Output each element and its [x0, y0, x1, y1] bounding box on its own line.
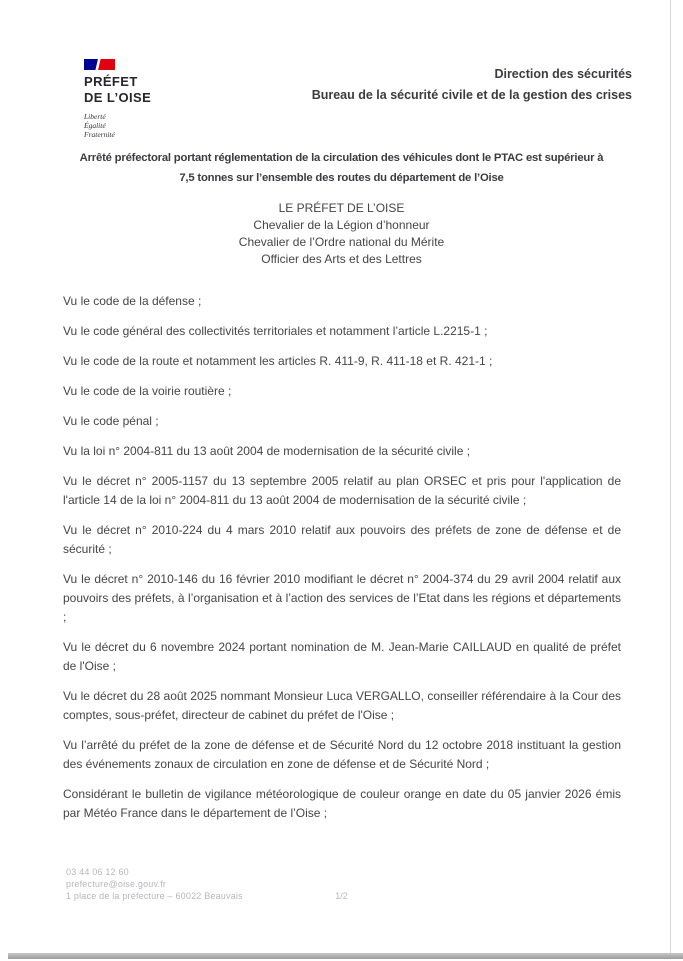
page-number: 1/2	[335, 891, 348, 901]
department-header-line2: Bureau de la sécurité civile et de la gestion des crises	[311, 88, 632, 102]
body-paragraph: Vu le décret du 6 novembre 2024 portant nomination de M. Jean-Marie CAILLAUD en qualité de préfet de l'Oise ;	[63, 640, 621, 673]
document-title-line1: Arrêté préfectoral portant réglementation de la circulation des véhicules dont le PTAC est supérieur à	[79, 152, 604, 164]
body-paragraph: Vu le code pénal ;	[63, 414, 159, 428]
body-paragraph: Vu le décret du 28 août 2025 nommant Monsieur Luca VERGALLO, conseiller référendaire à la Cour des comptes, sous-préfet, directeur de cabinet du préfet de l'Oise ;	[63, 689, 621, 722]
body-paragraph: Vu la loi n° 2004-811 du 13 août 2004 de modernisation de la sécurité civile ;	[63, 444, 471, 458]
body-paragraph: Vu le décret n° 2010-224 du 4 mars 2010 relatif aux pouvoirs des préfets de zone de défense et de sécurité ;	[63, 523, 621, 556]
authority-line-prefet: LE PRÉFET DE L’OISE	[278, 201, 405, 215]
footer-address: 1 place de la préfecture – 60022 Beauvais	[66, 891, 243, 901]
page-bottom-shadow	[8, 953, 683, 959]
logo-motto	[84, 112, 151, 139]
body-paragraph: Considérant le bulletin de vigilance météorologique de couleur orange en date du 05 janvier 2026 émis par Météo France dans le département de l’Oise ;	[63, 787, 621, 820]
body-paragraph: Vu le code de la défense ;	[63, 294, 202, 308]
prefet-logo	[84, 59, 151, 139]
body-paragraph: Vu l’arrêté du préfet de la zone de défense et de Sécurité Nord du 12 octobre 2018 instituant la gestion des événements zonaux de circulation en zone de défense et de Sécurité Nord ;	[63, 738, 621, 771]
body-paragraph: Vu le décret n° 2005-1157 du 13 septembre 2005 relatif au plan ORSEC et pris pour l'application de l'article 14 de la loi n° 2004-811 du 13 août 2004 de modernisation de la sécurité civile ;	[63, 474, 621, 507]
french-flag-icon	[84, 59, 115, 70]
document-title	[63, 148, 620, 188]
motto-fraternite: Fraternité	[84, 130, 115, 139]
footer-phone: 03 44 06 12 60	[66, 867, 129, 877]
body-paragraph: Vu le code de la route et notamment les articles R. 411-9, R. 411-18 et R. 421-1 ;	[63, 354, 493, 368]
authority-line-legion: Chevalier de la Légion d’honneur	[253, 218, 430, 232]
body-paragraph: Vu le code de la voirie routière ;	[63, 384, 232, 398]
department-header	[312, 64, 632, 106]
department-header-line1: Direction des sécurités	[494, 67, 632, 81]
document-body	[63, 292, 621, 834]
authority-line-arts: Officier des Arts et des Lettres	[261, 252, 422, 266]
footer-email: prefecture@oise.gouv.fr	[66, 879, 167, 889]
logo-prefet-line1: PRÉFET	[84, 74, 138, 89]
motto-egalite: Égalité	[84, 121, 106, 130]
logo-prefet-line2: DE L’OISE	[84, 90, 152, 105]
document-title-line2: 7,5 tonnes sur l’ensemble des routes du département de l’Oise	[179, 172, 504, 184]
authority-line-merite: Chevalier de l’Ordre national du Mérite	[238, 235, 445, 249]
body-paragraph: Vu le décret n° 2010-146 du 16 février 2010 modifiant le décret n° 2004-374 du 29 avril 2004 relatif aux pouvoirs des préfets, à l’organisation et à l’action des services de l’Etat dans les régions et départements ;	[63, 572, 621, 624]
footer-contact-block	[66, 866, 243, 902]
motto-liberte: Liberté	[84, 112, 106, 121]
page-right-edge	[670, 0, 671, 953]
body-paragraph: Vu le code général des collectivités territoriales et notamment l’article L.2215-1 ;	[63, 324, 488, 338]
authority-block	[63, 200, 620, 268]
